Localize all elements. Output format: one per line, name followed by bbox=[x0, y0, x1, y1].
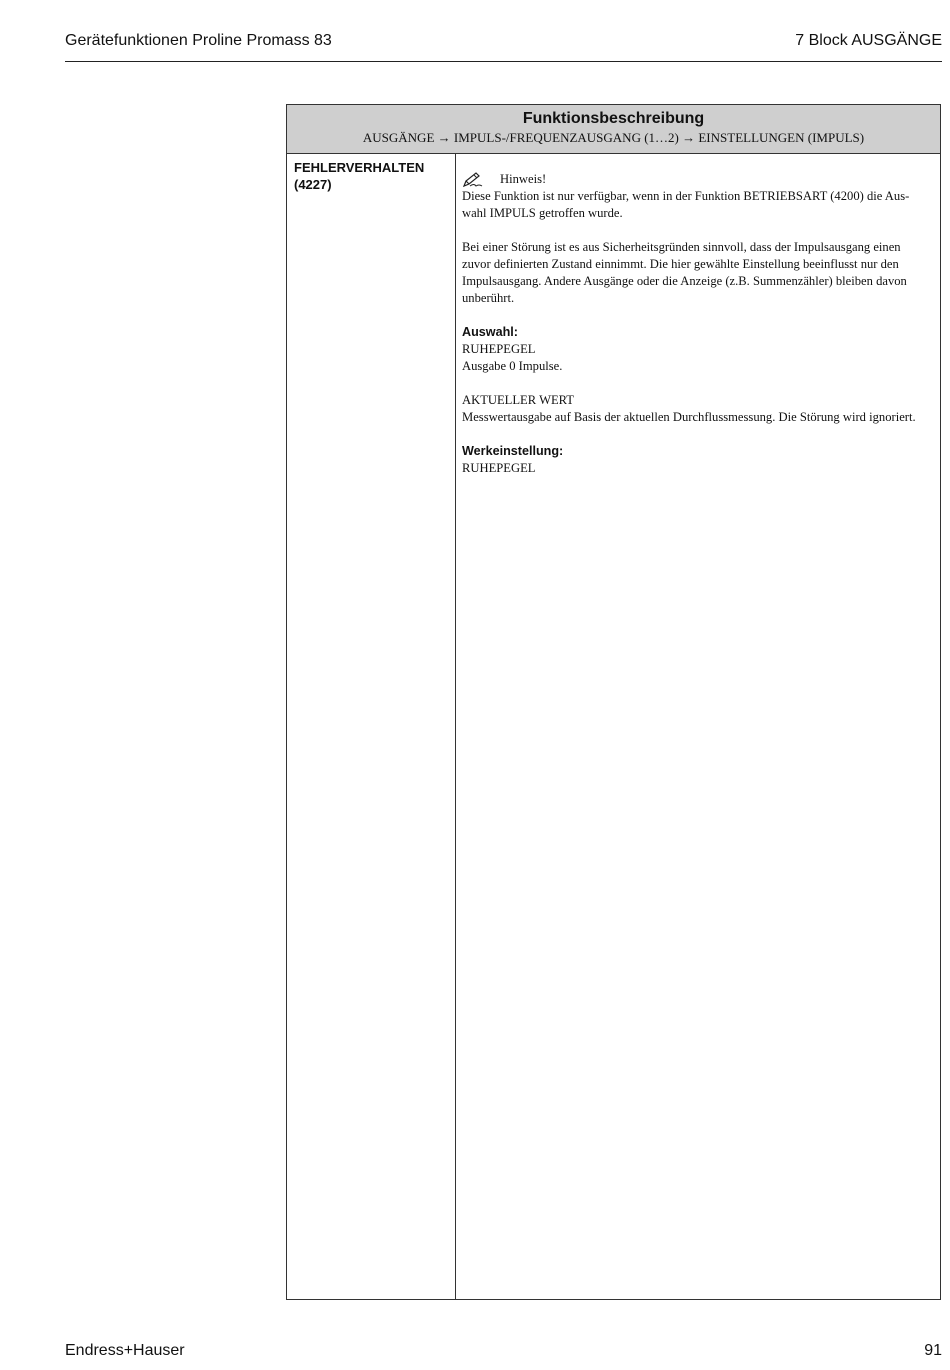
function-code: (4227) bbox=[294, 177, 332, 192]
header-chapter: 7 Block AUSGÄNGE bbox=[795, 32, 942, 49]
note-line-2: wahl IMPULS getroffen wurde. bbox=[462, 206, 623, 220]
option-aktueller-wert: AKTUELLER WERT bbox=[462, 393, 574, 407]
note-block bbox=[462, 171, 938, 222]
function-description bbox=[462, 171, 938, 494]
para-line-2: zuvor definierten Zustand einnimmt. Die hier gewählte Einstellung beeinflusst nur den bbox=[462, 257, 899, 271]
para-line-4: unberührt. bbox=[462, 291, 515, 305]
page-number: 91 bbox=[924, 1342, 942, 1359]
default-label: Werkeinstellung: bbox=[462, 444, 564, 458]
option-aktueller-wert-block bbox=[462, 392, 938, 426]
para-line-3: Impulsausgang. Andere Ausgänge oder die Anzeige (z.B. Summenzähler) bleiben davon bbox=[462, 274, 907, 288]
function-description-table bbox=[286, 104, 941, 1300]
option-aktueller-wert-desc: Messwertausgabe auf Basis der aktuellen Durchflussmessung. Die Störung wird ignoriert. bbox=[462, 410, 916, 424]
table-title: Funktionsbeschreibung bbox=[522, 110, 705, 127]
page-header bbox=[65, 32, 942, 62]
company-name: Endress+Hauser bbox=[65, 1342, 185, 1359]
selection-block bbox=[462, 324, 938, 375]
para-line-1: Bei einer Störung ist es aus Sicherheitsgründen sinnvoll, dass der Impulsausgang einen bbox=[462, 240, 901, 254]
pencil-note-icon bbox=[462, 172, 484, 188]
table-header bbox=[287, 105, 940, 154]
default-block bbox=[462, 443, 938, 477]
option-ruhepegel: RUHEPEGEL bbox=[462, 342, 536, 356]
column-divider bbox=[455, 154, 456, 1299]
default-value: RUHEPEGEL bbox=[462, 461, 536, 475]
note-line-1: Diese Funktion ist nur verfügbar, wenn in der Funktion BETRIEBSART (4200) die Aus- bbox=[462, 189, 910, 203]
description-paragraph bbox=[462, 239, 938, 307]
function-name-text: FEHLERVERHALTEN bbox=[294, 160, 425, 175]
header-title: Gerätefunktionen Proline Promass 83 bbox=[65, 32, 332, 49]
note-label: Hinweis! bbox=[500, 172, 547, 186]
page-footer bbox=[65, 1342, 942, 1362]
selection-label: Auswahl: bbox=[462, 325, 518, 339]
menu-path: AUSGÄNGE → IMPULS-/FREQUENZAUSGANG (1…2) → EINSTELLUNGEN (IMPULS) bbox=[362, 130, 865, 145]
option-ruhepegel-desc: Ausgabe 0 Impulse. bbox=[462, 359, 563, 373]
function-name bbox=[294, 159, 444, 193]
